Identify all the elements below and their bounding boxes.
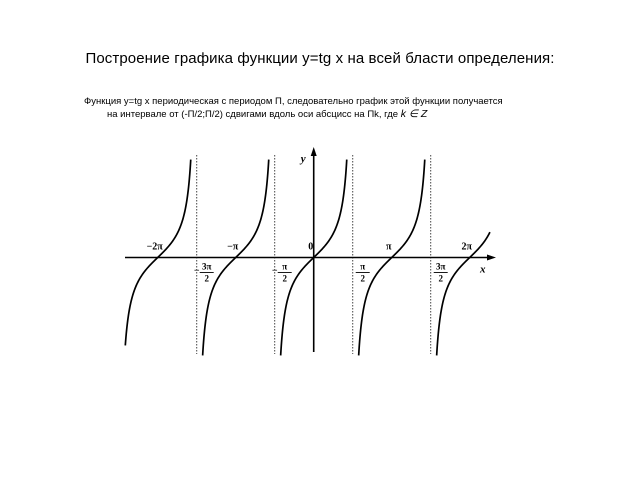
branch-minus-2pi <box>125 160 190 346</box>
tick-label-below-2 <box>356 262 370 284</box>
tick-label-denominator: 2 <box>360 273 365 284</box>
tick-label-above-0: −2π <box>146 241 163 253</box>
slide-title: Построение графика функции y=tg x на всей бласти определения: <box>85 50 555 67</box>
y-axis-arrow <box>311 147 317 156</box>
description-line-2-text: на интервале от (-П/2;П/2) сдвигами вдоль оси абсцисс на Пk, где <box>107 109 399 120</box>
tick-label-above-4: 2π <box>461 241 472 253</box>
description-line-1: Функция y=tg x периодическая с периодом П, следовательно график этой функции получается <box>84 96 503 107</box>
tick-label-numerator: 3π <box>435 261 446 272</box>
tick-label-above-1: −π <box>227 241 239 253</box>
tick-label-denominator: 2 <box>438 273 443 284</box>
tick-label-numerator: 3π <box>201 261 212 272</box>
tick-label-below-0 <box>194 262 214 284</box>
tick-label-below-3 <box>434 262 448 284</box>
y-axis-label: y <box>300 153 306 165</box>
tick-label-numerator: π <box>282 261 288 272</box>
tick-label-numerator: π <box>360 261 366 272</box>
tick-label-denominator: 2 <box>282 273 287 284</box>
x-axis-label: x <box>480 263 486 276</box>
tick-label-below-1 <box>272 262 292 284</box>
tick-label-above-2: 0 <box>308 241 314 253</box>
k-in-z-formula: k ∈ Z <box>400 108 428 120</box>
x-axis-arrow <box>487 255 496 261</box>
tick-label-denominator: 2 <box>204 273 209 284</box>
tick-label-above-3: π <box>385 241 392 253</box>
tick-label-sign: − <box>271 265 278 277</box>
tick-label-sign: − <box>193 265 200 277</box>
